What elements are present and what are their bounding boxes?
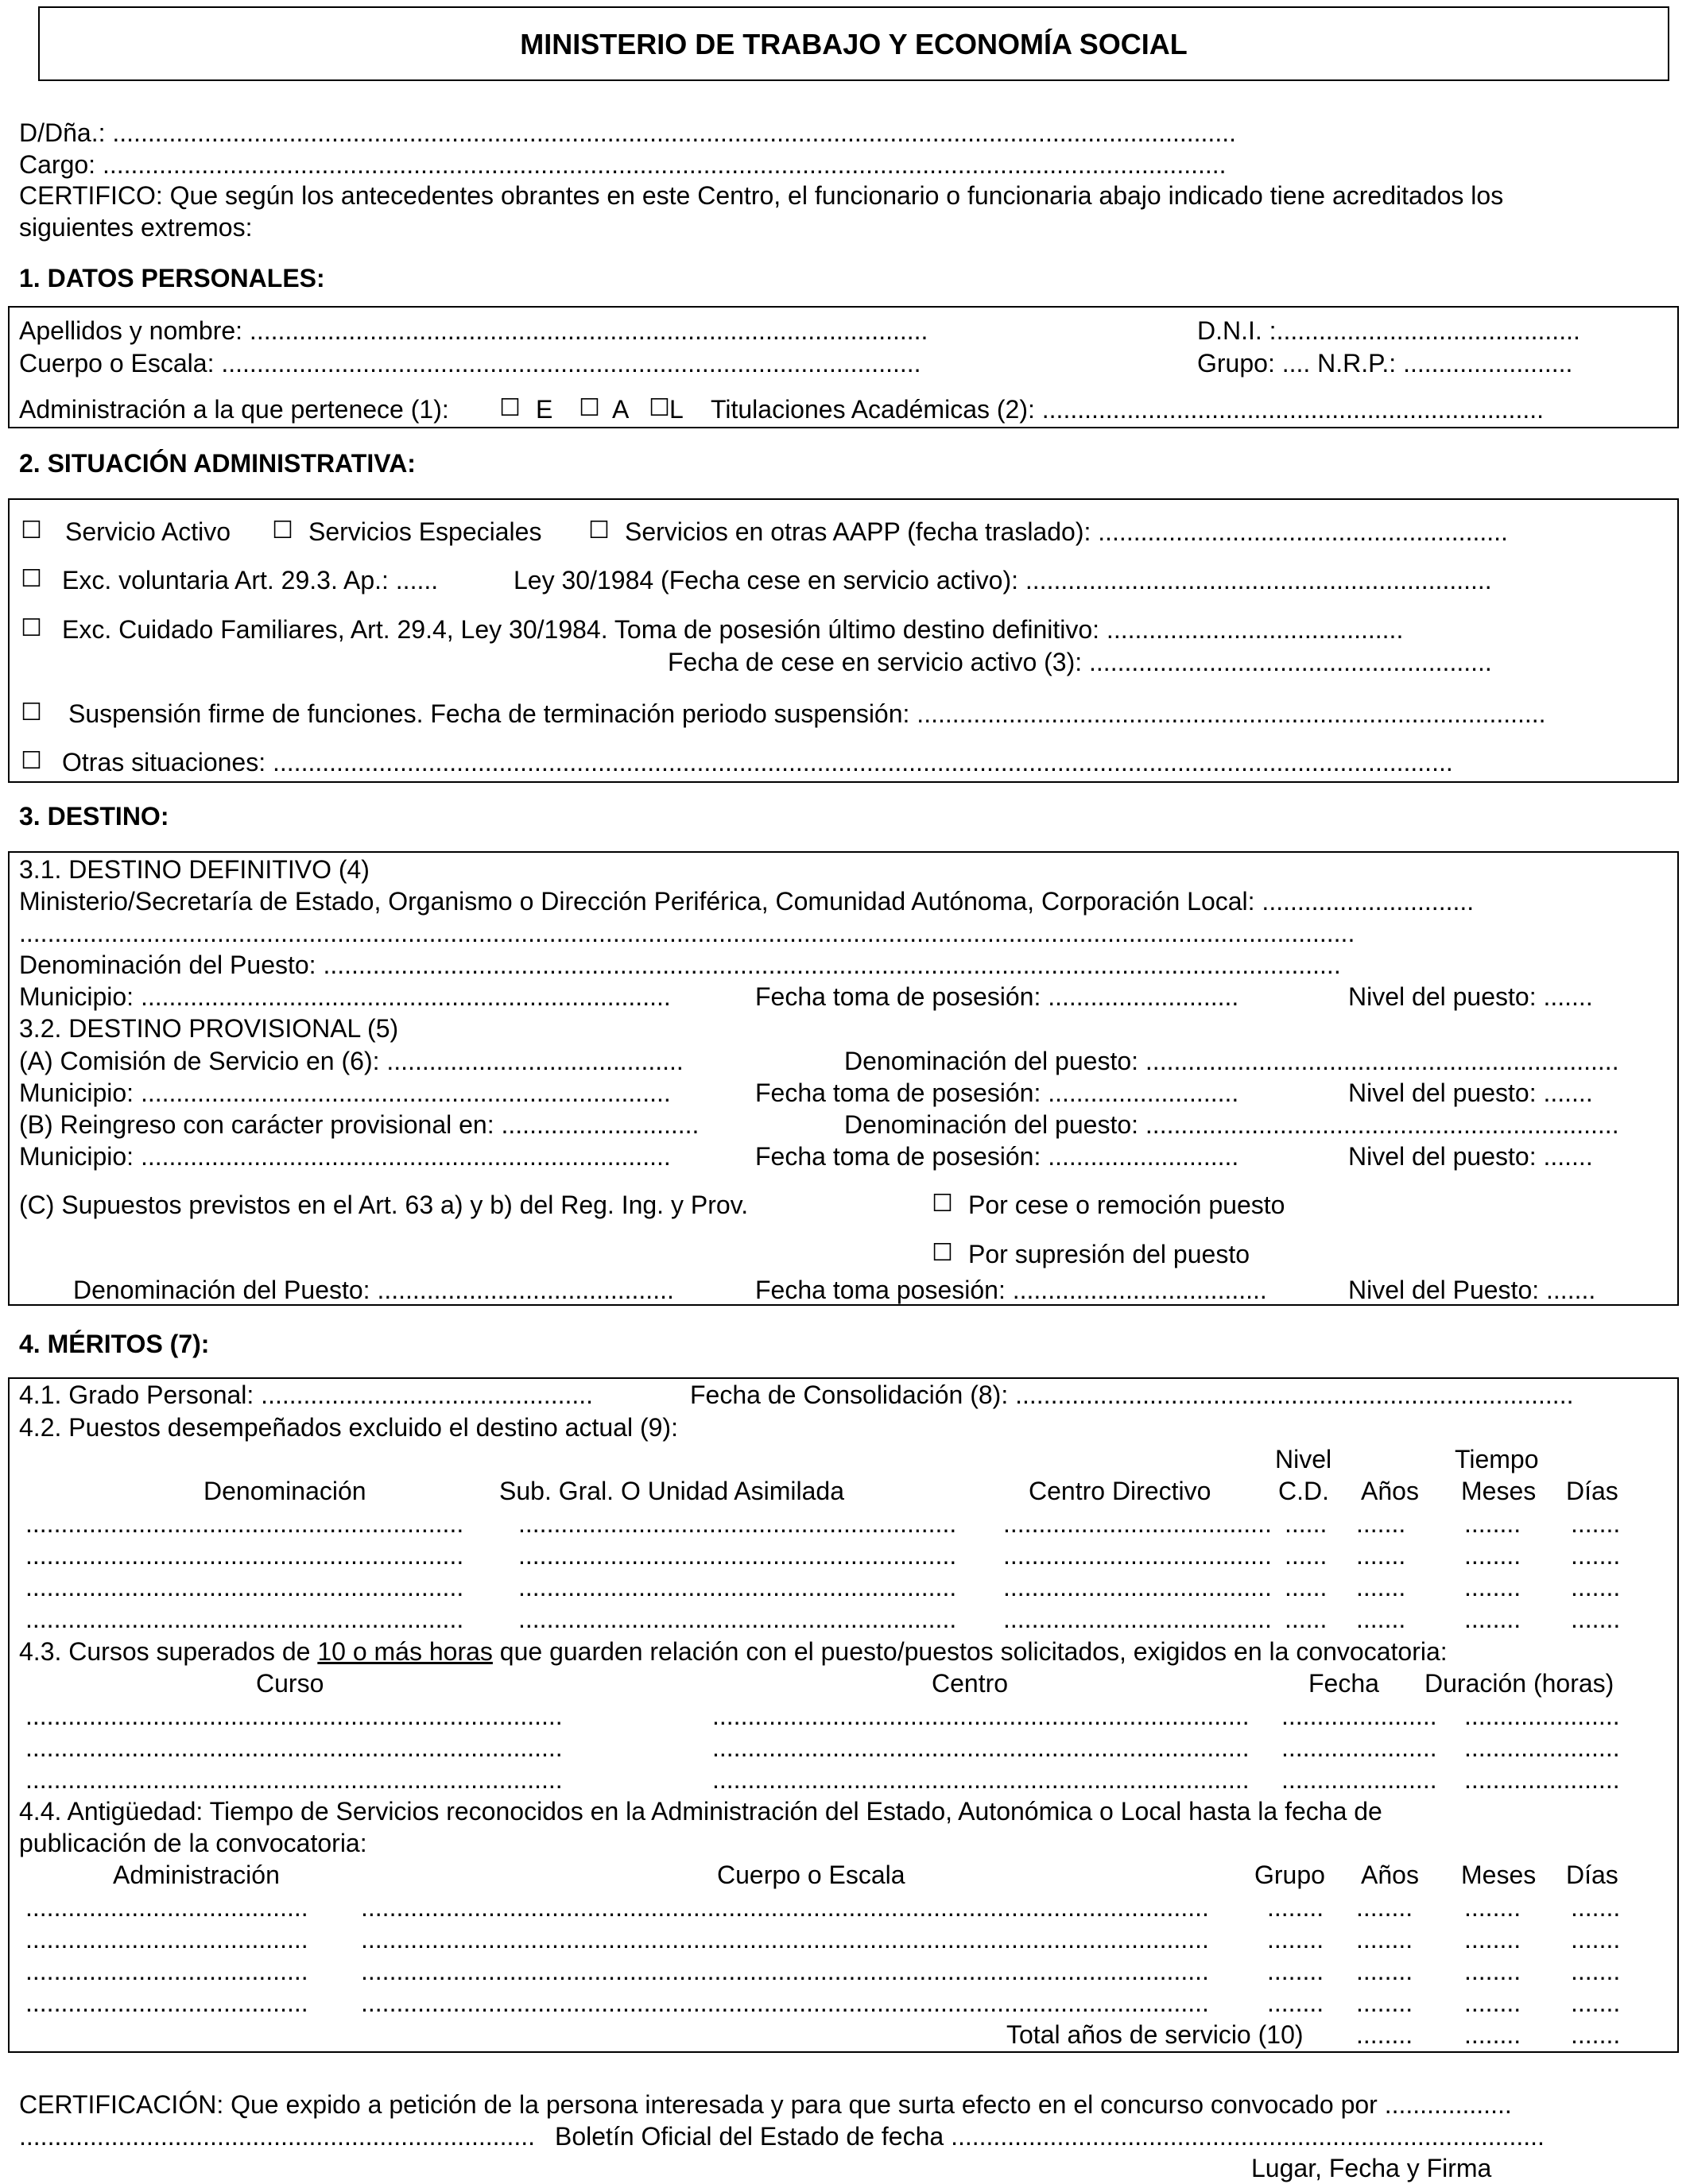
total-anos-field[interactable]: ........	[1356, 2020, 1413, 2049]
municipio-b-field[interactable]: Municipio: ...........................................................................	[19, 1142, 671, 1171]
cell-cuerpo[interactable]: ........................................................................................................................	[361, 1988, 1209, 2017]
cursos-label-post: que guarden relación con el puesto/puestos solicitados, exigidos en la convocatoria:	[492, 1637, 1448, 1666]
cell-dias[interactable]: .......	[1571, 1573, 1621, 1601]
checkbox-e[interactable]: ☐	[499, 394, 521, 422]
certifico-text-1: CERTIFICO: Que según los antecedentes obrantes en este Centro, el funcionario o funcionaria abajo indicado tiene acreditados los	[19, 181, 1504, 210]
fecha-toma-field[interactable]: Fecha toma de posesión: ...........................	[755, 982, 1239, 1011]
cell-grupo[interactable]: ........	[1267, 1893, 1324, 1922]
denominacion-puesto-field[interactable]: Denominación del Puesto: ................................................................................................................................................	[19, 951, 1341, 979]
cell-centro[interactable]: ......................................	[1003, 1541, 1272, 1570]
exc-voluntaria-field[interactable]: Exc. voluntaria Art. 29.3. Ap.: ......	[62, 566, 439, 594]
fecha-consolidacion-field[interactable]: Fecha de Consolidación (8): ...............................................................................	[690, 1380, 1574, 1409]
cell-curso[interactable]: ............................................................................	[25, 1702, 563, 1730]
cursos-label-underlined: 10 o más horas	[317, 1637, 493, 1666]
cell-dias[interactable]: .......	[1571, 1925, 1621, 1954]
cell-dias[interactable]: .......	[1571, 1988, 1621, 2017]
cell-cuerpo[interactable]: ........................................................................................................................	[361, 1925, 1209, 1954]
cell-meses[interactable]: ........	[1464, 1541, 1521, 1570]
otras-situaciones-field[interactable]: Otras situaciones: .......................................................................................................................................................................	[62, 748, 1453, 776]
cell-cd[interactable]: ......	[1285, 1509, 1328, 1538]
destino-provisional-heading: 3.2. DESTINO PROVISIONAL (5)	[19, 1014, 399, 1043]
section-4-heading: 4. MÉRITOS (7):	[19, 1330, 210, 1358]
cell-duracion[interactable]: ......................	[1464, 1702, 1620, 1730]
cell-grupo[interactable]: ........	[1267, 1957, 1324, 1985]
nivel-puesto-field[interactable]: Nivel del puesto: .......	[1348, 982, 1593, 1011]
col-duracion-header: Duración (horas)	[1424, 1669, 1614, 1698]
cuerpo-field[interactable]: Cuerpo o Escala: ...................................................................................................	[19, 349, 921, 378]
option-l-label: L	[669, 395, 684, 424]
cell-denominacion[interactable]: ..............................................................	[25, 1541, 464, 1570]
comision-servicio-field[interactable]: (A) Comisión de Servicio en (6): ..........................................	[19, 1047, 684, 1075]
cell-meses[interactable]: ........	[1464, 1573, 1521, 1601]
fecha-cese-field[interactable]: Fecha de cese en servicio activo (3): .........................................................	[668, 648, 1492, 676]
col-dias-2-header: Días	[1566, 1861, 1618, 1889]
checkbox-exc-cuidado[interactable]: ☐	[21, 614, 42, 642]
cell-anos[interactable]: .......	[1356, 1573, 1406, 1601]
cell-meses[interactable]: ........	[1464, 1893, 1521, 1922]
cell-dias[interactable]: .......	[1571, 1893, 1621, 1922]
nivel-puesto-a-field[interactable]: Nivel del puesto: .......	[1348, 1078, 1593, 1107]
c-fecha-toma-field[interactable]: Fecha toma posesión: ....................................	[755, 1276, 1267, 1304]
cell-administracion[interactable]: ........................................	[25, 1988, 308, 2017]
checkbox-cese-remocion[interactable]: ☐	[932, 1190, 953, 1218]
cell-duracion[interactable]: ......................	[1464, 1733, 1620, 1762]
checkbox-otras-situaciones[interactable]: ☐	[21, 747, 42, 775]
cell-meses[interactable]: ........	[1464, 1509, 1521, 1538]
dni-field[interactable]: D.N.I. :...........................................	[1197, 316, 1580, 345]
cell-fecha[interactable]: ......................	[1281, 1765, 1437, 1794]
cell-dias[interactable]: .......	[1571, 1541, 1621, 1570]
checkbox-a[interactable]: ☐	[579, 394, 600, 422]
antiguedad-text-1: 4.4. Antigüedad: Tiempo de Servicios reconocidos en la Administración del Estado, Autonómica o Local hasta la fecha de	[19, 1797, 1382, 1826]
col-cd-header: C.D.	[1278, 1477, 1329, 1505]
section-1-heading: 1. DATOS PERSONALES:	[19, 264, 325, 292]
cargo-field[interactable]: Cargo: ...............................................................................................................................................................	[19, 150, 1227, 179]
supuestos-label: (C) Supuestos previstos en el Art. 63 a) y b) del Reg. Ing. y Prov.	[19, 1191, 749, 1219]
col-centro-header: Centro	[932, 1669, 1009, 1698]
cell-anos[interactable]: .......	[1356, 1541, 1406, 1570]
cell-anos[interactable]: ........	[1356, 1957, 1413, 1985]
cell-anos[interactable]: ........	[1356, 1925, 1413, 1954]
ministerio-continuation-field[interactable]: .............................................................................................................................................................................................	[19, 919, 1355, 947]
cell-anos[interactable]: ........	[1356, 1893, 1413, 1922]
cell-cuerpo[interactable]: ........................................................................................................................	[361, 1893, 1209, 1922]
cell-subgral[interactable]: ..............................................................	[518, 1541, 957, 1570]
cell-meses[interactable]: ........	[1464, 1988, 1521, 2017]
col-grupo-header: Grupo	[1254, 1861, 1325, 1889]
convocatoria-field[interactable]: .........................................................................	[19, 2122, 536, 2151]
section-2-heading: 2. SITUACIÓN ADMINISTRATIVA:	[19, 449, 416, 478]
cell-grupo[interactable]: ........	[1267, 1988, 1324, 2017]
ministerio-field[interactable]: Ministerio/Secretaría de Estado, Organismo o Dirección Periférica, Comunidad Autónoma, Corporación Local: ..............................	[19, 887, 1475, 916]
total-dias-field[interactable]: .......	[1571, 2020, 1621, 2049]
grupo-nrp-field[interactable]: Grupo: .... N.R.P.: ........................	[1197, 349, 1573, 378]
total-meses-field[interactable]: ........	[1464, 2020, 1521, 2049]
col-meses-header: Meses	[1461, 1477, 1537, 1505]
cell-curso[interactable]: ............................................................................	[25, 1765, 563, 1794]
cell-fecha[interactable]: ......................	[1281, 1702, 1437, 1730]
cell-meses[interactable]: ........	[1464, 1957, 1521, 1985]
grado-personal-field[interactable]: 4.1. Grado Personal: ...............................................	[19, 1380, 594, 1409]
col-dias-header: Días	[1566, 1477, 1618, 1505]
cell-centro[interactable]: ......................................	[1003, 1573, 1272, 1601]
cell-anos[interactable]: .......	[1356, 1509, 1406, 1538]
otras-aapp-field[interactable]: Servicios en otras AAPP (fecha traslado): ..........................................................	[625, 517, 1508, 546]
cell-administracion[interactable]: ........................................	[25, 1925, 308, 1954]
cell-dias[interactable]: .......	[1571, 1509, 1621, 1538]
boletin-fecha-field[interactable]: Boletín Oficial del Estado de fecha ....................................................................................	[555, 2122, 1545, 2151]
cell-dias[interactable]: .......	[1571, 1957, 1621, 1985]
cell-dias[interactable]: .......	[1571, 1605, 1621, 1633]
cell-denominacion[interactable]: ..............................................................	[25, 1509, 464, 1538]
cell-meses[interactable]: ........	[1464, 1605, 1521, 1633]
checkbox-supresion[interactable]: ☐	[932, 1239, 953, 1267]
checkbox-suspension[interactable]: ☐	[21, 699, 42, 726]
col-meses-2-header: Meses	[1461, 1861, 1537, 1889]
cell-fecha[interactable]: ......................	[1281, 1733, 1437, 1762]
col-subgral-header: Sub. Gral. O Unidad Asimilada	[499, 1477, 844, 1505]
servicio-activo-label: Servicio Activo	[65, 517, 231, 546]
puestos-desempenados-label: 4.2. Puestos desempeñados excluido el destino actual (9):	[19, 1413, 678, 1442]
checkbox-l[interactable]: ☐	[649, 394, 670, 422]
cell-duracion[interactable]: ......................	[1464, 1765, 1620, 1794]
nivel-puesto-b-field[interactable]: Nivel del puesto: .......	[1348, 1142, 1593, 1171]
municipio-field[interactable]: Municipio: ...........................................................................	[19, 982, 671, 1011]
checkbox-otras-aapp[interactable]: ☐	[588, 517, 610, 544]
cell-anos[interactable]: .......	[1356, 1605, 1406, 1633]
cell-meses[interactable]: ........	[1464, 1925, 1521, 1954]
administracion-label: Administración a la que pertenece (1):	[19, 395, 449, 424]
cell-anos[interactable]: ........	[1356, 1988, 1413, 2017]
ley-fecha-cese-field[interactable]: Ley 30/1984 (Fecha cese en servicio activo): ..................................................................	[514, 566, 1492, 594]
c-denominacion-field[interactable]: Denominación del Puesto: ..........................................	[73, 1276, 674, 1304]
antiguedad-text-2: publicación de la convocatoria:	[19, 1829, 367, 1857]
cell-centro[interactable]: ............................................................................	[712, 1733, 1250, 1762]
cell-centro[interactable]: ......................................	[1003, 1509, 1272, 1538]
apellidos-field[interactable]: Apellidos y nombre: ................................................................................................	[19, 316, 928, 345]
cursos-label-pre: 4.3. Cursos superados de	[19, 1637, 318, 1666]
cell-subgral[interactable]: ..............................................................	[518, 1573, 957, 1601]
col-anos-2-header: Años	[1361, 1861, 1419, 1889]
section-3-heading: 3. DESTINO:	[19, 802, 169, 831]
checkbox-exc-voluntaria[interactable]: ☐	[21, 565, 42, 593]
cell-cd[interactable]: ......	[1285, 1541, 1328, 1570]
fecha-toma-a-field[interactable]: Fecha toma de posesión: ...........................	[755, 1078, 1239, 1107]
option-e-label: E	[536, 395, 553, 424]
cell-centro[interactable]: ............................................................................	[712, 1765, 1250, 1794]
cell-cd[interactable]: ......	[1285, 1605, 1328, 1633]
cell-grupo[interactable]: ........	[1267, 1925, 1324, 1954]
col-cuerpo-header: Cuerpo o Escala	[717, 1861, 905, 1889]
col-fecha-header: Fecha	[1308, 1669, 1379, 1698]
certifico-text-2: siguientes extremos:	[19, 213, 253, 242]
cell-subgral[interactable]: ..............................................................	[518, 1605, 957, 1633]
servicios-especiales-label: Servicios Especiales	[308, 517, 542, 546]
municipio-a-field[interactable]: Municipio: ...........................................................................	[19, 1078, 671, 1107]
cell-curso[interactable]: ............................................................................	[25, 1733, 563, 1762]
col-denominacion-header: Denominación	[203, 1477, 366, 1505]
suspension-field[interactable]: Suspensión firme de funciones. Fecha de terminación periodo suspensión: .........................................................................................	[68, 699, 1546, 728]
col-administracion-header: Administración	[113, 1861, 280, 1889]
reingreso-denominacion-field[interactable]: Denominación del puesto: ...................................................................	[844, 1110, 1619, 1139]
page-title: MINISTERIO DE TRABAJO Y ECONOMÍA SOCIAL	[520, 28, 1188, 60]
cese-remocion-label: Por cese o remoción puesto	[968, 1191, 1285, 1219]
cell-denominacion[interactable]: ..............................................................	[25, 1573, 464, 1601]
comision-denominacion-field[interactable]: Denominación del puesto: ...................................................................	[844, 1047, 1619, 1075]
total-anos-label: Total años de servicio (10)	[1006, 2020, 1304, 2049]
option-a-label: A	[612, 395, 630, 424]
checkbox-servicios-especiales[interactable]: ☐	[272, 517, 293, 544]
cell-centro[interactable]: ............................................................................	[712, 1702, 1250, 1730]
c-nivel-field[interactable]: Nivel del Puesto: .......	[1348, 1276, 1596, 1304]
cell-denominacion[interactable]: ..............................................................	[25, 1605, 464, 1633]
col-anos-header: Años	[1361, 1477, 1419, 1505]
dna-field[interactable]: D/Dña.: ...............................................................................................................................................................	[19, 118, 1236, 147]
cursos-label	[19, 1639, 1448, 1664]
col-tiempo-header: Tiempo	[1455, 1445, 1539, 1473]
destino-definitivo-heading: 3.1. DESTINO DEFINITIVO (4)	[19, 855, 370, 884]
cell-administracion[interactable]: ........................................	[25, 1957, 308, 1985]
titulaciones-field[interactable]: Titulaciones Académicas (2): .......................................................................	[711, 395, 1544, 424]
lugar-fecha-firma-label: Lugar, Fecha y Firma	[1251, 2154, 1492, 2182]
col-nivel-header: Nivel	[1275, 1445, 1332, 1473]
cell-cuerpo[interactable]: ........................................................................................................................	[361, 1957, 1209, 1985]
fecha-toma-b-field[interactable]: Fecha toma de posesión: ...........................	[755, 1142, 1239, 1171]
supresion-label: Por supresión del puesto	[968, 1240, 1250, 1268]
col-centro-directivo-header: Centro Directivo	[1029, 1477, 1211, 1505]
col-curso-header: Curso	[256, 1669, 324, 1698]
cell-administracion[interactable]: ........................................	[25, 1893, 308, 1922]
checkbox-servicio-activo[interactable]: ☐	[21, 517, 42, 544]
certificacion-text: CERTIFICACIÓN: Que expido a petición de la persona interesada y para que surta efecto en el concurso convocado por ..................	[19, 2090, 1512, 2119]
cell-centro[interactable]: ......................................	[1003, 1605, 1272, 1633]
exc-cuidado-field[interactable]: Exc. Cuidado Familiares, Art. 29.4, Ley 30/1984. Toma de posesión último destino definitivo: ..........................................	[62, 615, 1404, 644]
cell-cd[interactable]: ......	[1285, 1573, 1328, 1601]
cell-subgral[interactable]: ..............................................................	[518, 1509, 957, 1538]
reingreso-field[interactable]: (B) Reingreso con carácter provisional en: ............................	[19, 1110, 700, 1139]
